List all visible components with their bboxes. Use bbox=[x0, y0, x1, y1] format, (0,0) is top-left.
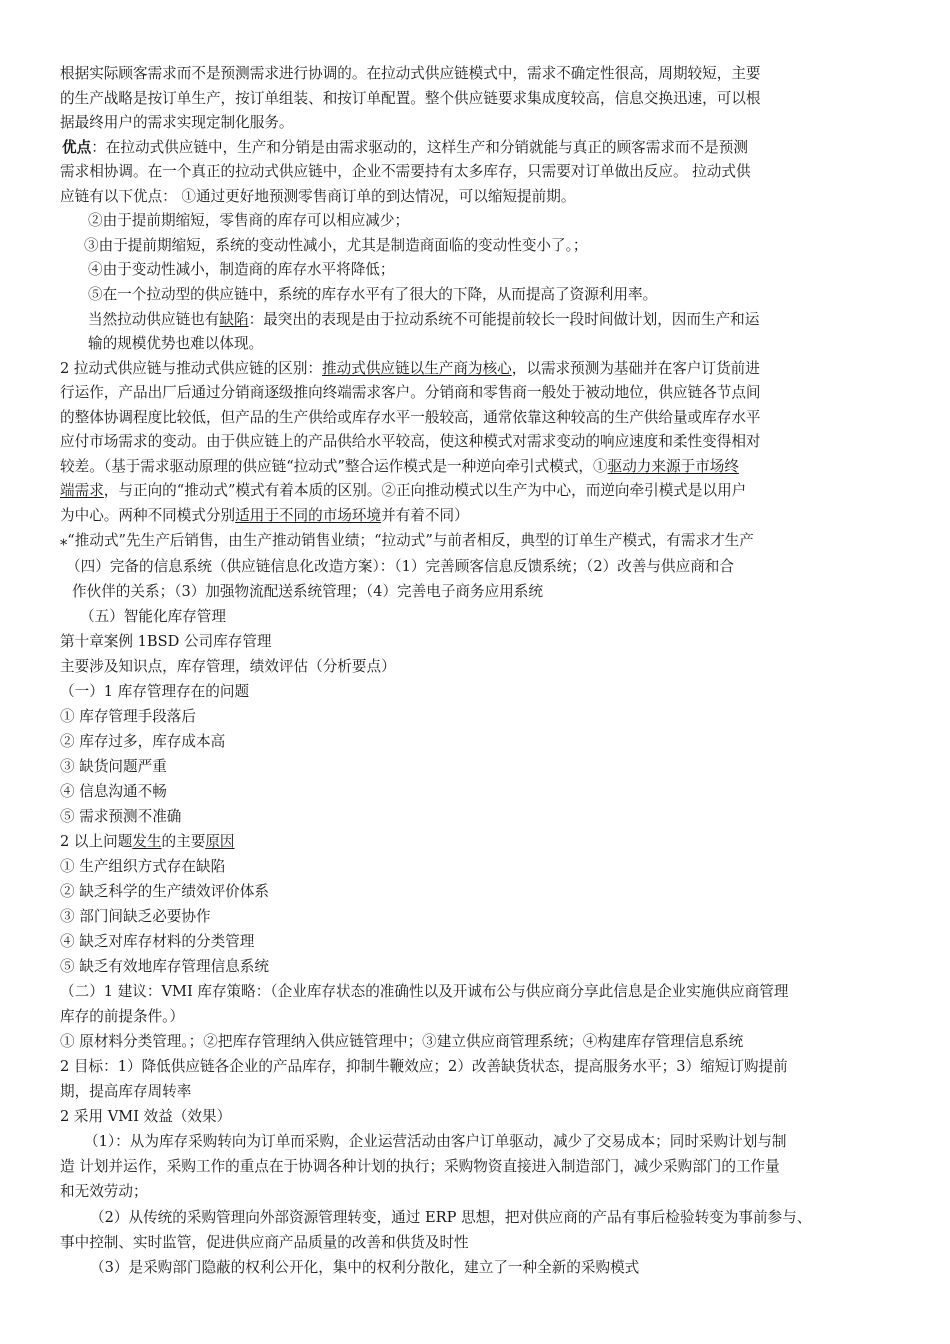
bold-text: 优点 bbox=[62, 139, 92, 156]
text-segment: 的生产战略是按订单生产，按订单组装、和按订单配置。整个供应链要求集成度较高，信息交换迅速，可以根 bbox=[60, 90, 761, 107]
text-line bbox=[72, 580, 543, 604]
text-segment: （一）1 库存管理存在的问题 bbox=[60, 683, 250, 700]
text-line bbox=[60, 87, 761, 111]
text-line bbox=[60, 111, 294, 135]
text-segment: ⁎“推动式”先生产后销售，由生产推动销售业绩；“拉动式”与前者相反，典型的订单生产模式，有需求才生产 bbox=[60, 532, 754, 549]
text-line bbox=[60, 905, 211, 929]
text-segment: 的主要 bbox=[161, 833, 206, 850]
text-segment: （2）从传统的采购管理向外部资源管理转变，通过 ERP 思想，把对供应商的产品有事后检验转变为事前参与、 bbox=[90, 1209, 812, 1226]
text-segment: ② 缺乏科学的生产绩效评价体系 bbox=[60, 883, 269, 900]
text-line bbox=[60, 62, 761, 86]
text-segment: 和无效劳动； bbox=[60, 1183, 148, 1200]
text-line bbox=[60, 1055, 788, 1079]
text-segment: ④ 信息沟通不畅 bbox=[60, 783, 167, 800]
text-segment: ① 生产组织方式存在缺陷 bbox=[60, 858, 226, 875]
text-segment: ③由于提前期缩短，系统的变动性减小，尤其是制造商面临的变动性变小了。； bbox=[84, 237, 588, 254]
text-line bbox=[60, 730, 225, 754]
text-segment: 应付市场需求的变动。由于供应链上的产品供给水平较高，使这种模式对需求变动的响应速度和柔性变得相对 bbox=[60, 433, 761, 450]
text-line bbox=[84, 234, 588, 258]
text-line bbox=[60, 1005, 184, 1029]
text-line bbox=[60, 185, 575, 209]
text-line bbox=[60, 880, 269, 904]
text-segment: ③ 缺货问题严重 bbox=[60, 758, 167, 775]
text-segment: 2 目标：1）降低供应链各企业的产品库存，抑制牛鞭效应；2）改善缺货状态，提高服务水平；3）缩短订购提前 bbox=[60, 1058, 788, 1075]
text-line bbox=[60, 504, 469, 528]
text-segment: （四）完备的信息系统（供应链信息化改造方案）：（1）完善顾客信息反馈系统；（2）改善与供应商和合 bbox=[66, 558, 734, 575]
text-line bbox=[60, 1030, 743, 1054]
text-segment: 据最终用户的需求实现定制化服务。 bbox=[60, 114, 294, 131]
underlined-text: 驱动力来源于市场终 bbox=[607, 458, 739, 475]
text-segment: ② 库存过多，库存成本高 bbox=[60, 733, 226, 750]
text-segment: ，与正向的“推动式”模式有着本质的区别。②正向推动模式以生产为中心，而逆向牵引模式是以用户 bbox=[103, 482, 747, 499]
text-segment: 行运作，产品出厂后通过分销商逐级推向终端需求客户。分销商和零售商一般处于被动地位，供应链各节点间 bbox=[60, 384, 761, 401]
text-segment: ① 原材料分类管理。；②把库存管理纳入供应链管理中；③建立供应商管理系统；④构建库存管理信息系统 bbox=[60, 1033, 744, 1050]
text-segment: 作伙伴的关系；（3）加强物流配送系统管理；（4）完善电子商务应用系统 bbox=[72, 583, 543, 600]
text-line bbox=[60, 430, 761, 454]
text-segment: ③ 部门间缺乏必要协作 bbox=[60, 908, 211, 925]
text-segment: 为中心。两种不同模式分别 bbox=[60, 507, 236, 524]
text-line bbox=[62, 136, 748, 160]
text-segment: ②由于提前期缩短，零售商的库存可以相应减少； bbox=[88, 212, 410, 229]
text-segment: 需求相协调。在一个真正的拉动式供应链中，企业不需要持有太多库存，只需要对订单做出反应。 拉动式供 bbox=[60, 163, 751, 180]
text-line bbox=[60, 780, 167, 804]
text-line bbox=[80, 605, 226, 629]
text-line bbox=[60, 955, 269, 979]
text-line bbox=[60, 160, 751, 184]
text-segment: 根据实际顾客需求而不是预测需求进行协调的。在拉动式供应链模式中，需求不确定性很高，周期较短，主要 bbox=[60, 65, 761, 82]
text-line bbox=[60, 529, 754, 553]
text-segment: 当然拉动供应链也有 bbox=[88, 311, 220, 328]
text-line bbox=[60, 1080, 191, 1104]
text-segment: ④ 缺乏对库存材料的分类管理 bbox=[60, 933, 255, 950]
text-segment: ④由于变动性减小，制造商的库存水平将降低； bbox=[88, 261, 395, 278]
text-line bbox=[60, 855, 225, 879]
text-line bbox=[60, 630, 272, 654]
text-line bbox=[60, 1231, 469, 1255]
underlined-text: 适用于不同的市场环境 bbox=[235, 507, 382, 524]
text-segment: （3）是采购部门隐蔽的权利公开化，集中的权利分散化，建立了一种全新的采购模式 bbox=[90, 1259, 640, 1276]
underlined-text: 原因 bbox=[205, 833, 235, 850]
text-segment: 并有着不同） bbox=[381, 507, 469, 524]
text-segment: 2 以上问题 bbox=[60, 833, 133, 850]
text-line bbox=[60, 830, 235, 854]
text-segment: 输的规模优势也难以体现。 bbox=[88, 335, 264, 352]
text-segment: 期，提高库存周转率 bbox=[60, 1083, 192, 1100]
text-segment: 应链有以下优点： ①通过更好地预测零售商订单的到达情况，可以缩短提前期。 bbox=[60, 188, 576, 205]
text-line bbox=[60, 805, 181, 829]
text-segment: 较差。（基于需求驱动原理的供应链“拉动式”整合运作模式是一种逆向牵引式模式，① bbox=[60, 458, 608, 475]
underlined-text: 发生 bbox=[132, 833, 162, 850]
text-segment: 主要涉及知识点，库存管理，绩效评估（分析要点） bbox=[60, 658, 396, 675]
text-segment: ⑤ 缺乏有效地库存管理信息系统 bbox=[60, 958, 269, 975]
text-segment: ⑤在一个拉动型的供应链中，系统的库存水平有了很大的下降，从而提高了资源利用率。 bbox=[88, 286, 658, 303]
text-line bbox=[88, 308, 759, 332]
text-segment: ：在拉动式供应链中，生产和分销是由需求驱动的，这样生产和分销就能与真正的顾客需求而不是预测 bbox=[91, 139, 748, 156]
text-line bbox=[60, 1180, 148, 1204]
text-line bbox=[60, 357, 760, 381]
text-segment: （1）：从为库存采购转向为订单而采购，企业运营活动由客户订单驱动，减少了交易成本；同时采购计划与制 bbox=[84, 1133, 787, 1150]
text-segment: ：最突出的表现是由于拉动系统不可能提前较长一段时间做计划，因而生产和运 bbox=[248, 311, 760, 328]
text-segment: ① 库存管理手段落后 bbox=[60, 708, 196, 725]
text-line bbox=[84, 1130, 787, 1154]
underlined-text: 端需求 bbox=[60, 482, 104, 499]
text-line bbox=[60, 705, 196, 729]
text-line bbox=[66, 555, 734, 579]
text-line bbox=[88, 209, 409, 233]
text-line bbox=[90, 1256, 639, 1280]
text-line bbox=[88, 332, 263, 356]
text-segment: （五）智能化库存管理 bbox=[80, 608, 226, 625]
text-line bbox=[60, 455, 739, 479]
text-segment: （二）1 建议：VMI 库存策略：（企业库存状态的准确性以及开诚布公与供应商分享此信息是企业实施供应商管理 bbox=[60, 983, 789, 1000]
text-line bbox=[60, 655, 396, 679]
underlined-text: 缺陷 bbox=[219, 311, 249, 328]
text-line bbox=[60, 406, 761, 430]
text-line bbox=[88, 283, 657, 307]
text-line bbox=[60, 479, 746, 503]
text-segment: 2 拉动式供应链与推动式供应链的区别： bbox=[60, 360, 323, 377]
text-segment: ，以需求预测为基础并在客户订货前进 bbox=[511, 360, 760, 377]
text-line bbox=[88, 258, 394, 282]
text-line bbox=[60, 755, 167, 779]
text-line bbox=[60, 381, 761, 405]
text-segment: 事中控制、实时监管，促进供应商产品质量的改善和供货及时性 bbox=[60, 1234, 469, 1251]
text-segment: 第十章案例 1BSD 公司库存管理 bbox=[60, 633, 272, 650]
text-line bbox=[60, 930, 254, 954]
text-segment: 造 计划并运作，采购工作的重点在于协调各种计划的执行；采购物资直接进入制造部门，减少采购部门的工作量 bbox=[60, 1158, 780, 1175]
text-segment: 的整体协调程度比较低，但产品的生产供给或库存水平一般较高，通常依靠这种较高的生产供给量或库存水平 bbox=[60, 409, 761, 426]
text-line bbox=[60, 980, 788, 1004]
underlined-text: 推动式供应链以生产商为核心 bbox=[322, 360, 512, 377]
text-segment: 库存的前提条件。） bbox=[60, 1008, 185, 1025]
text-line bbox=[60, 1155, 780, 1179]
text-line bbox=[60, 1105, 231, 1129]
text-line bbox=[90, 1206, 811, 1230]
text-segment: 2 采用 VMI 效益（效果） bbox=[60, 1108, 232, 1125]
text-line bbox=[60, 680, 249, 704]
text-segment: ⑤ 需求预测不准确 bbox=[60, 808, 182, 825]
